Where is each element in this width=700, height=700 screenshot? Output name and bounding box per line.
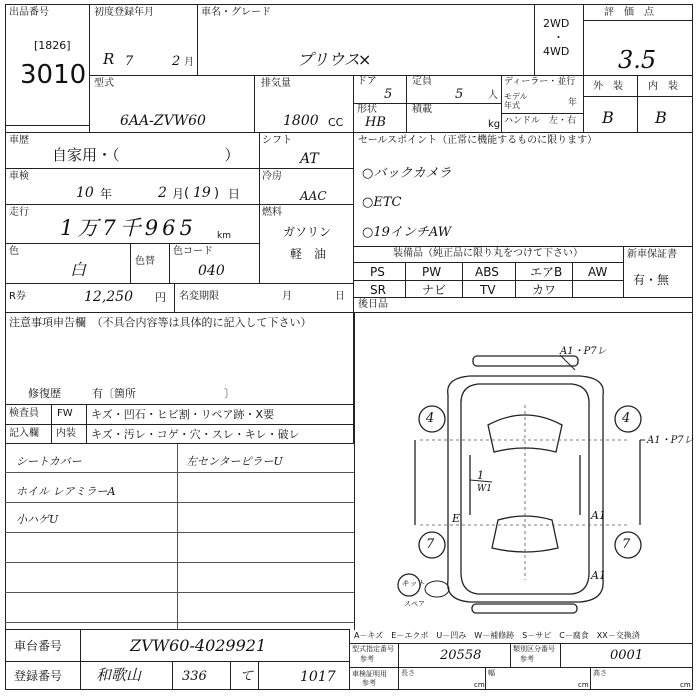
name-change-month: 月	[282, 291, 292, 302]
int-text: キズ・汚レ・コゲ・穴・スレ・キレ・破レ	[91, 428, 300, 441]
later-label: 後日品	[358, 299, 388, 310]
comment-line: 左センターピラーU	[186, 455, 283, 468]
inspector-label-1: 検査員	[9, 408, 39, 419]
recycle-unit: 円	[155, 291, 166, 304]
comment-line: 小ハゲU	[16, 513, 59, 526]
diagram-mark: 1	[477, 469, 484, 482]
diagram-mark: 4	[426, 411, 435, 426]
color-label: 色	[9, 246, 19, 257]
capacity-label: 定員	[412, 76, 432, 87]
length-unit: cm	[474, 681, 485, 689]
class-label: 類別区分番号	[513, 645, 555, 653]
score-label: 評 価 点	[604, 7, 654, 18]
recycle-label: R券	[9, 291, 26, 302]
warranty-value: 有・無	[633, 273, 670, 287]
first-reg-month-unit: 月	[184, 57, 194, 68]
sales-point-item: ○ETC	[362, 195, 402, 210]
mileage-label: 走行	[9, 207, 29, 218]
comment-line: ホイル レアミラーA	[16, 485, 116, 498]
sales-point-item: ○バックカメラ	[362, 166, 452, 181]
height-label: 高さ	[593, 669, 607, 677]
diagram-mark: E	[452, 512, 461, 525]
inspection-day-unit: 日	[228, 187, 241, 201]
drive-dot: ・	[553, 31, 564, 44]
model-value: 6AA-ZVW60	[120, 113, 206, 129]
doors-label: ドア	[357, 76, 377, 87]
name-change-day: 日	[335, 291, 345, 302]
inspection-year-unit: 年	[100, 187, 113, 201]
name-change-label: 名変期限	[179, 291, 219, 302]
interior-label: 内 装	[648, 81, 678, 92]
car-name: プリウス	[297, 50, 360, 69]
repaint-label: 色替	[135, 256, 155, 267]
equip-sr: SR	[370, 283, 386, 297]
mileage-unit: km	[217, 231, 231, 241]
load-label: 積載	[412, 104, 432, 115]
equipment-title: 装備品（純正品に限り丸をつけて下さい）	[393, 248, 583, 259]
auction-sheet: 出品番号 [1826] 3010 初度登録年月 R 7 2 月 車名・グレード プリウス × 2WD ・ 4WD 評 価 点 3.5 型式 6AA-ZVW60 排気量 1800 CC ドア 5 定員 5 人 ディーラー・並行 モデル年式 年 形状 HB 積載 kg ハンドル 左・右 外 装 内 装 B B 車歴 自家用・（ ） シフト AT 車検 10 年 2 月 ( 19 ) 日 冷房 AAC 走行 1万7千965 km 燃料 ガソリン 軽 油 色 白 色替 色コード 040 R券 12,250 円 名変期限 月 日 セールスポイント（正常に機能するものに限ります） ○バックカメラ ○ETC ○19インチAW 装備品（純正品に限り丸をつけて下さい） PS PW ABS エアB AW SR ナビ TV カワ 新車保証書 有・無 後日品 注意事項申告欄 （不具合内容等は具体的に記入して下さい） 修復歴 有〔箇所 〕 検査員 記入欄 FW キズ・凹石・ヒビ割・リペア跡・X要 内装 キズ・汚レ・コゲ・穴・スレ・キレ・破レ シートカバー ホイル レアミラーA 小ハゲU 左センターピラーU A1・P7レ 4 4 A1・P7レ W1 1 E A1 7 7 A1 キット スペア 車台番号 ZVW60-4029921 登録番号 和歌山 336 て 1017 A－キズ E－エクボ U－凹み W－補修跡 S－サビ C－腐食 XX－交換済 型式指定番号 参考 20558 類別区分番号 参考 0001 車検証明用 参考 長さ cm 幅 cm 高さ cm	[0, 0, 700, 700]
repair-label: 修復歴	[28, 387, 61, 400]
model-cert-value: 20558	[440, 648, 482, 663]
ref-label: 参考	[520, 655, 534, 663]
displacement-value: 1800	[283, 113, 319, 129]
drive-4wd: 4WD	[543, 45, 570, 58]
ref-label: 参考	[362, 679, 376, 687]
fw-label: FW	[57, 408, 73, 419]
inspection-label: 車検	[9, 171, 29, 182]
displacement-unit: CC	[328, 116, 344, 129]
color-code-value: 040	[198, 263, 225, 279]
exterior-label: 外 装	[593, 81, 623, 92]
class-value: 0001	[610, 648, 644, 663]
warranty-label: 新車保証書	[627, 249, 677, 260]
fw-text: キズ・凹石・ヒビ割・リペア跡・X要	[91, 408, 275, 421]
diagram-mark: A1・P7レ	[560, 346, 607, 357]
diagram-mark: 7	[426, 537, 435, 552]
equip-aw: AW	[588, 265, 608, 279]
color-value: 白	[70, 260, 87, 279]
first-reg-month: 2	[172, 54, 181, 69]
load-unit: kg	[488, 119, 501, 130]
diagram-mark: 4	[622, 411, 631, 426]
score-value: 3.5	[618, 46, 657, 74]
repair-value: 有〔箇所 〕	[92, 387, 235, 400]
equip-tv: TV	[480, 283, 496, 297]
lot-number: 3010	[20, 60, 87, 90]
diagram-mark: A1	[591, 509, 606, 522]
fuel-gas: ガソリン	[283, 225, 332, 239]
name-grade-label: 車名・グレード	[201, 7, 271, 18]
fuel-label: 燃料	[262, 207, 282, 218]
shift-label: シフト	[262, 135, 292, 146]
first-reg-label: 初度登録年月	[94, 7, 154, 18]
length-label: 長さ	[401, 669, 415, 677]
damage-legend: A－キズ E－エクボ U－凹み W－補修跡 S－サビ C－腐食 XX－交換済	[354, 631, 640, 640]
lot-label: 出品番号	[9, 7, 49, 18]
dealer-label: ディーラー・並行	[504, 77, 576, 87]
reg-area: 和歌山	[96, 666, 142, 684]
model-year-unit: 年	[568, 98, 578, 108]
equip-leather: カワ	[532, 283, 557, 297]
first-reg-year: 7	[125, 54, 134, 69]
shape-label: 形状	[357, 104, 377, 115]
width-unit: cm	[578, 681, 589, 689]
diagram-mark: A1	[591, 569, 606, 582]
inspection-month-unit: 月	[172, 187, 185, 201]
displacement-label: 排気量	[261, 78, 291, 89]
diagram-mark: スペア	[404, 600, 425, 608]
handle-label: ハンドル 左・右	[504, 116, 577, 126]
sales-point-item: ○19インチAW	[362, 225, 452, 240]
model-year-label: モデル年式	[504, 92, 528, 110]
inspection-year: 10	[76, 185, 94, 201]
chassis-value: ZVW60-4029921	[130, 636, 267, 655]
fuel-diesel: 軽 油	[290, 247, 327, 261]
ac-value: AAC	[300, 189, 327, 203]
inspector-label-2: 記入欄	[9, 428, 39, 439]
recycle-value: 12,250	[84, 289, 133, 305]
sales-points-title: セールスポイント（正常に機能するものに限ります）	[358, 135, 598, 146]
cert-label: 車検証明用	[352, 670, 387, 678]
equip-airbag: エアB	[530, 265, 563, 279]
interior-grade: B	[655, 108, 667, 127]
width-label: 幅	[488, 669, 495, 677]
equip-abs: ABS	[475, 265, 499, 279]
notes-title: 注意事項申告欄 （不具合内容等は具体的に記入して下さい）	[9, 316, 312, 329]
equip-pw: PW	[422, 265, 442, 279]
ac-label: 冷房	[262, 171, 282, 182]
capacity-unit: 人	[488, 90, 498, 101]
doors-value: 5	[384, 87, 393, 102]
usage-value: 自家用・（ ）	[52, 146, 240, 164]
ref-label: 参考	[360, 655, 374, 663]
diagram-mark: W1	[477, 484, 492, 494]
auction-code: [1826]	[34, 39, 71, 52]
first-reg-era: R	[103, 50, 115, 68]
inspection-day: 19	[193, 185, 211, 201]
comment-line: シートカバー	[16, 455, 82, 468]
capacity-value: 5	[455, 87, 464, 102]
diagram-mark: 7	[622, 537, 631, 552]
inspection-month: 2	[158, 185, 167, 201]
drive-2wd: 2WD	[543, 17, 570, 30]
equip-navi: ナビ	[422, 283, 447, 297]
color-code-label: 色コード	[173, 246, 213, 257]
reg-kana: て	[240, 669, 254, 684]
model-label: 型式	[94, 78, 114, 89]
diagram-mark: A1・P7レ	[647, 435, 694, 446]
chassis-label: 車台番号	[14, 639, 63, 653]
usage-label: 車歴	[9, 135, 29, 146]
grade-mark: ×	[358, 50, 372, 69]
int-label: 内装	[56, 428, 76, 439]
diagram-mark: キット	[401, 579, 425, 588]
reg-num: 1017	[300, 669, 336, 685]
equip-ps: PS	[370, 265, 385, 279]
shift-value: AT	[300, 151, 319, 167]
height-unit: cm	[680, 681, 691, 689]
reg-class: 336	[182, 669, 207, 684]
mileage-value: 1万7千965	[60, 216, 197, 240]
shape-value: HB	[365, 115, 386, 130]
exterior-grade: B	[602, 108, 614, 127]
model-cert-label: 型式指定番号	[352, 645, 394, 653]
reg-label: 登録番号	[14, 669, 63, 683]
